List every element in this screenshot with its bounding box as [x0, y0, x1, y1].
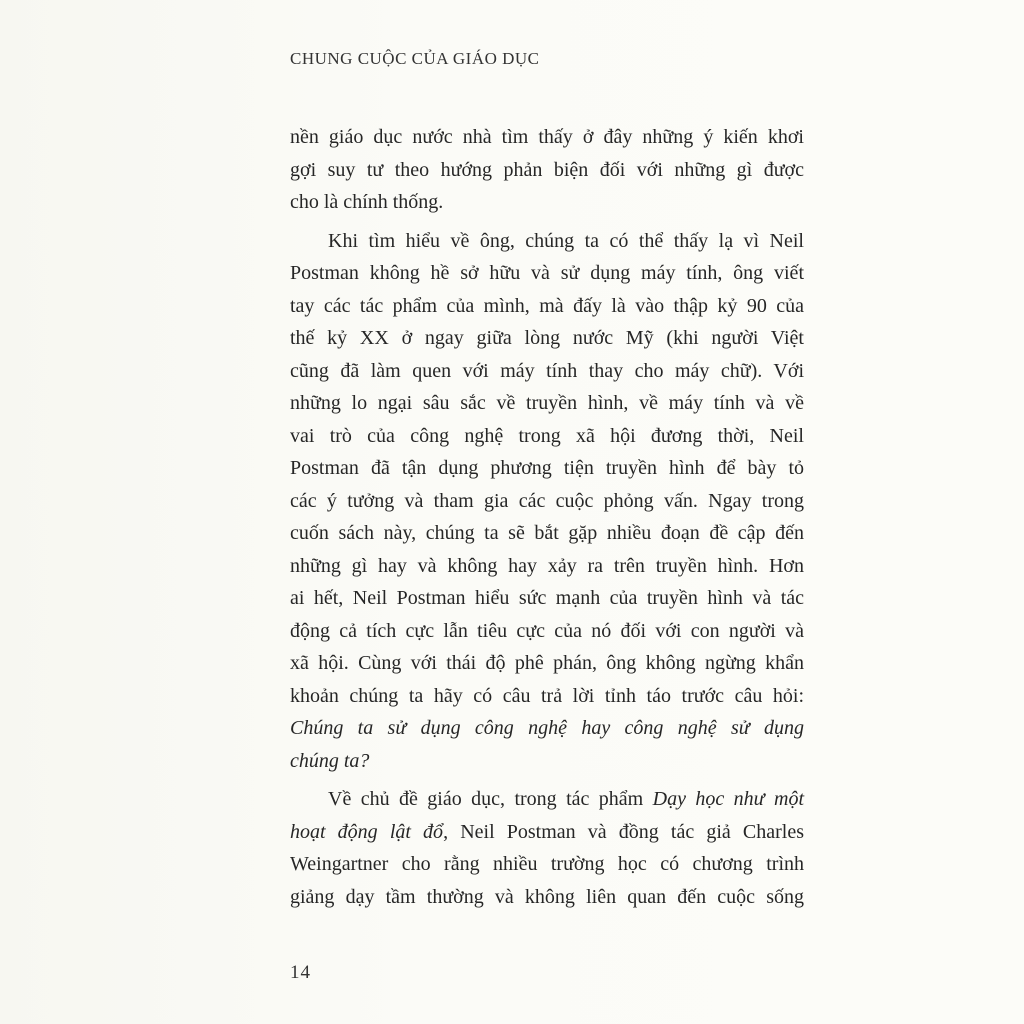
- book-title-italic: hoạt động lật đổ: [290, 820, 444, 843]
- text-line: những lo ngại sâu sắc về truyền hình, về máy tính và về: [290, 392, 804, 414]
- text-line: Khi tìm hiểu về ông, chúng ta có thể thấy lạ vì Neil: [328, 229, 804, 252]
- text-line: giảng dạy tầm thường và không liên quan đến cuộc sống: [290, 885, 804, 908]
- text-line: các ý tưởng và tham gia các cuộc phỏng vấn. Ngay trong: [290, 489, 804, 512]
- text-line: cuốn sách này, chúng ta sẽ bắt gặp nhiều đoạn đề cập đến: [290, 522, 804, 544]
- text-line: những gì hay và không hay xảy ra trên truyền hình. Hơn: [290, 554, 804, 577]
- text-line-italic: Chúng ta sử dụng công nghệ hay công nghệ sử dụng: [290, 717, 804, 739]
- book-title-italic: Dạy học như một: [652, 788, 804, 810]
- text-line: thế kỷ XX ở ngay giữa lòng nước Mỹ (khi người Việt: [290, 327, 804, 349]
- running-head: CHUNG CUỘC CỦA GIÁO DỤC: [290, 49, 540, 68]
- text-run: Về chủ đề giáo dục, trong tác phẩm: [328, 788, 653, 810]
- text-line: [290, 816, 804, 849]
- text-run: , Neil Postman và đồng tác giả Charles: [443, 820, 805, 843]
- text-line: tay các tác phẩm của mình, mà đấy là vào thập kỷ 90 của: [290, 294, 804, 317]
- text-line: khoản chúng ta hãy có câu trả lời tỉnh táo trước câu hỏi:: [290, 684, 804, 707]
- text-line: cho là chính thống.: [290, 191, 444, 213]
- text-line: Postman không hề sở hữu và sử dụng máy tính, ông viết: [290, 262, 804, 284]
- body-text: [290, 121, 804, 913]
- text-line: Weingartner cho rằng nhiều trường học có chương trình: [290, 853, 804, 875]
- text-line: Postman đã tận dụng phương tiện truyền hình để bày tỏ: [290, 457, 804, 479]
- text-line: [290, 783, 804, 816]
- text-line: động cả tích cực lẫn tiêu cực của nó đối với con người và: [290, 619, 804, 642]
- text-line-italic: chúng ta?: [290, 749, 370, 772]
- text-line: nền giáo dục nước nhà tìm thấy ở đây những ý kiến khơi: [290, 126, 804, 148]
- text-line: xã hội. Cùng với thái độ phê phán, ông không ngừng khẩn: [290, 652, 804, 674]
- text-line: gợi suy tư theo hướng phản biện đối với những gì được: [290, 158, 804, 181]
- text-line: cũng đã làm quen với máy tính thay cho máy chữ). Với: [290, 359, 804, 382]
- text-line: vai trò của công nghệ trong xã hội đương thời, Neil: [290, 424, 804, 447]
- text-line: ai hết, Neil Postman hiểu sức mạnh của truyền hình và tác: [290, 587, 804, 609]
- page-number: 14: [290, 962, 311, 983]
